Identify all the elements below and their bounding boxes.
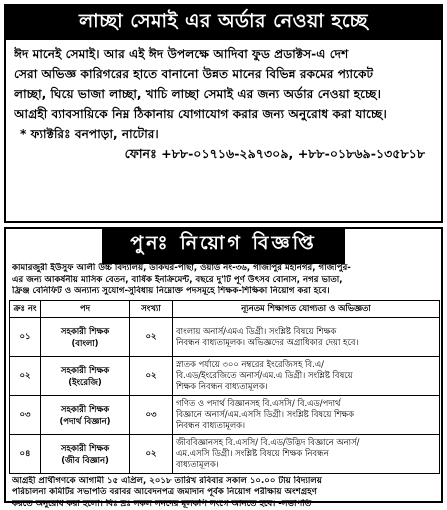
qualification-line: নিবন্ধন বাধ্যতামূলক। <box>176 420 436 431</box>
qualification-line: এম.এসসি ডিগ্রী। সংশ্লিষ্ট বিষয়ে শিক্ষক নিবন্ধন <box>176 448 436 459</box>
footer-line: পরিচালনা কমিটির সভাপতি বরাবর আবেদনপত্র জমাদান পূর্বক নিয়োগ পরীক্ষায় অংশগ্রহণ <box>12 487 436 499</box>
recruitment-ad-footer <box>6 474 441 510</box>
vacancy-table-header <box>10 300 440 317</box>
row-count: ০২ <box>130 434 173 473</box>
qualification-line: স্নাতক পর্যায়ে ৩০০ নম্বরের ইংরেজিসহ বি.এ/ <box>176 359 436 370</box>
header-count: সংখ্যা <box>130 300 173 317</box>
semai-ad-line: সেরা অভিজ্ঞ কারিগরের হাতে বানানো উন্নত মানের বিভিন্ন রকমের প্যাকেট <box>14 64 435 84</box>
row-count: ০২ <box>130 317 173 356</box>
row-count: ০২ <box>130 356 173 395</box>
post-title: সহকারী শিক্ষক <box>44 325 126 337</box>
recruitment-ad-header <box>6 229 441 261</box>
qualification-line: বিজ্ঞানে অনার্স/এম.এসসি ডিগ্রী। সংশ্লিষ্ট বিষয়ে শিক্ষক <box>176 409 436 420</box>
post-subject: (ইংরেজি) <box>44 376 126 388</box>
intro-line: কামারজুরী ইউসুফ আলী উচ্চ বিদ্যালয়, ডাকঘর-পাছা, ওয়ার্ড নং-৩৬, গাজীপুর মহানগর, গাজীপুর- <box>12 263 436 275</box>
qualification-line: গণিত ও পদার্থ বিজ্ঞানসহ বি.এসসি/ বি.এড/পদার্থ <box>176 398 436 409</box>
semai-ad-line: ঈদ মানেই সেমাই। আর এই ঈদ উপলক্ষে আদিবা ফুড প্রডাক্টস-এ দেশ <box>14 44 435 64</box>
row-serial: ০৩ <box>10 395 41 434</box>
row-qualification <box>173 434 440 473</box>
footer-line: করতে অনুরোধ করা হলো। বিঃ দ্রঃ সকল সনদের মূলকপি সংগে আনতে হবে। -সভাপতি <box>12 499 436 510</box>
table-row <box>10 434 440 473</box>
row-post <box>41 356 130 395</box>
row-post <box>41 317 130 356</box>
recruitment-ad <box>4 227 443 503</box>
post-subject: (জীব বিজ্ঞান) <box>44 454 126 466</box>
row-serial: ০২ <box>10 356 41 395</box>
row-count: ০৩ <box>130 395 173 434</box>
row-qualification <box>173 356 440 395</box>
semai-ad-title: লাচ্ছা সেমাই এর অর্ডার নেওয়া হচ্ছে <box>6 6 441 40</box>
table-row <box>10 395 440 434</box>
semai-ad-line: আগ্রহী ব্যাবসায়িকে নিম্ন ঠিকানায় যোগাযোগ করার জন্য অনুরোধ করা যাচ্ছে। <box>14 104 435 124</box>
header-qualification: ন্যূনতম শিক্ষাগত যোগ্যতা ও অভিজ্ঞতা <box>173 300 440 317</box>
header-post: পদ <box>41 300 130 317</box>
row-serial: ০১ <box>10 317 41 356</box>
qualification-line: বাংলায় অনার্স/এমএ ডিগ্রী। সংশ্লিষ্ট বিষয়ে শিক্ষক <box>176 326 436 337</box>
row-serial: ০৪ <box>10 434 41 473</box>
post-title: সহকারী শিক্ষক <box>44 364 126 376</box>
table-row <box>10 317 440 356</box>
semai-ad-body <box>6 40 441 164</box>
intro-line: এর জন্য আকর্ষনীয় মাসিক বেতন, বার্ষিক ইনক্রিমেন্ট, বছরে দু'টি পূর্ণ উৎসব বোনাস, নগর ভাতা, <box>12 275 436 287</box>
qualification-line: বি.এড/ইংরেজিতে অনার্স/এম.এ ডিগ্রী। সংশ্লিষ্ট বিষয়ে <box>176 370 436 381</box>
post-subject: (বাংলা) <box>44 337 126 349</box>
row-qualification <box>173 317 440 356</box>
post-title: সহকারী শিক্ষক <box>44 403 126 415</box>
qualification-line: জীববিজ্ঞানসহ বি.এসসি/ বি.এড/উদ্ভিদ বিজ্ঞানে অনার্স/ <box>176 437 436 448</box>
row-qualification <box>173 395 440 434</box>
qualification-line: বাধ্যতামূলক। <box>176 459 436 470</box>
post-subject: (পদার্থ বিজ্ঞান) <box>44 415 126 427</box>
row-post <box>41 395 130 434</box>
semai-ad-line: লাচ্ছা, ঘিয়ে ভাজা লাচ্ছা, খাচি লাচ্ছা সেমাই এর জন্য অর্ডার নেওয়া হচ্ছে। <box>14 84 435 104</box>
header-serial: ক্রঃ নং <box>10 300 41 317</box>
semai-order-ad <box>4 4 443 223</box>
qualification-line: নিবন্ধন বাধ্যতামূলক। অভিজ্ঞদের অগ্রাধিকার দেয়া হবে। <box>176 337 436 348</box>
intro-line: ফ্রিঞ্জ বেনিফিট ও অন্যান্য সুযোগ-সুবিধায় নিম্নোক্ত পদসমূহে শিক্ষক-শিক্ষিকা নিয়োগ করা হবে। <box>12 286 436 298</box>
row-post <box>41 434 130 473</box>
recruitment-ad-title: পুনঃ নিয়োগ বিজ্ঞপ্তি <box>102 227 344 264</box>
vacancy-table <box>9 300 440 474</box>
semai-ad-factory-address: * ফ্যাক্টরিঃ বনপাড়া, নাটোর। <box>14 124 435 144</box>
post-title: সহকারী শিক্ষক <box>44 442 126 454</box>
qualification-line: শিক্ষক নিবন্ধন বাধ্যতামূলক। <box>176 381 436 392</box>
recruitment-ad-intro <box>6 261 441 298</box>
footer-line: আগ্রহী প্রার্থীগণকে আগামী ১৫ এপ্রিল, ২০১৮ তারিখ রবিবার সকাল ১০.০০ টায় বিদ্যালয় <box>12 476 436 488</box>
semai-ad-phone: ফোনঃ +৮৮-০১৭১৬-২৯৭৩০৯, +৮৮-০১৮৬৯-১৩৫৮১৮ <box>14 144 435 164</box>
table-row <box>10 356 440 395</box>
